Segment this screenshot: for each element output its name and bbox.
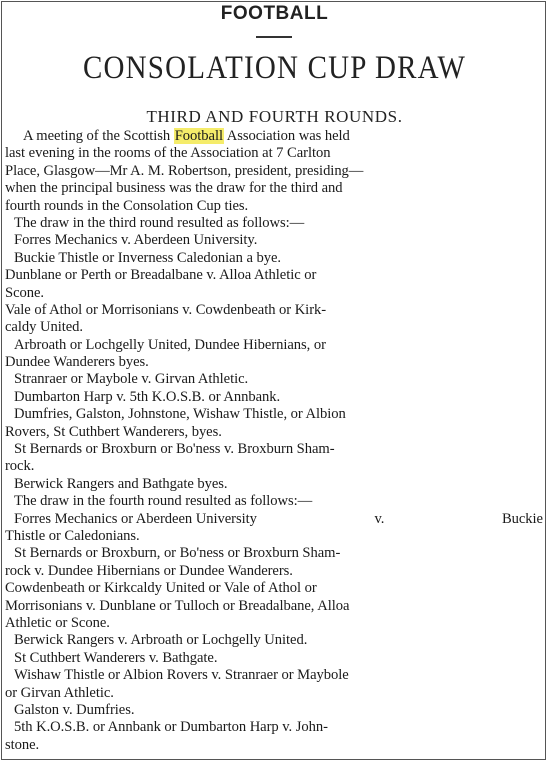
article-line: Athletic or Scone. bbox=[5, 614, 110, 631]
article-line: The draw in the third round resulted as follows:— bbox=[14, 214, 305, 231]
article-line: Dundee Wanderers byes. bbox=[5, 354, 149, 371]
article-line: stone. bbox=[5, 736, 40, 753]
article-line: fourth rounds in the Consolation Cup ties. bbox=[5, 197, 249, 214]
article-line: Rovers, St Cuthbert Wanderers, byes. bbox=[5, 423, 222, 440]
article-line: Arbroath or Lochgelly United, Dundee Hibernians, or bbox=[14, 336, 326, 353]
article-line: when the principal business was the draw for the third and bbox=[5, 180, 343, 197]
article-line: Dunblane or Perth or Breadalbane v. Alloa Athletic or bbox=[5, 267, 317, 284]
heading-rule bbox=[256, 36, 292, 38]
article-line: Dumbarton Harp v. 5th K.O.S.B. or Annbank. bbox=[14, 388, 281, 405]
headline: CONSOLATION CUP DRAW bbox=[82, 50, 467, 86]
article-line: rock. bbox=[5, 458, 35, 475]
article-line: Wishaw Thistle or Albion Rovers v. Stranraer or Maybole bbox=[14, 667, 349, 684]
search-highlight: Football bbox=[174, 128, 223, 144]
article-line: Forres Mechanics or Aberdeen University v. Buckie bbox=[14, 510, 543, 527]
article-line: rock v. Dundee Hibernians or Dundee Wanderers. bbox=[5, 562, 293, 579]
article-line: Dumfries, Galston, Johnstone, Wishaw Thistle, or Albion bbox=[14, 406, 346, 423]
article-line: or Girvan Athletic. bbox=[5, 684, 114, 701]
article-line: St Cuthbert Wanderers v. Bathgate. bbox=[14, 649, 218, 666]
article-line: The draw in the fourth round resulted as follows:— bbox=[14, 493, 313, 510]
article-line: A meeting of the Scottish Football Association was held bbox=[23, 128, 350, 144]
article-line: Place, Glasgow—Mr A. M. Robertson, president, presiding— bbox=[5, 162, 364, 179]
article-line: St Bernards or Broxburn or Bo'ness v. Broxburn Sham- bbox=[14, 441, 335, 458]
article-line: Morrisonians v. Dunblane or Tulloch or Breadalbane, Alloa bbox=[5, 597, 350, 614]
article-line: Berwick Rangers and Bathgate byes. bbox=[14, 475, 228, 492]
article-line: Buckie Thistle or Inverness Caledonian a bye. bbox=[14, 249, 281, 266]
article-line: Berwick Rangers v. Arbroath or Lochgelly United. bbox=[14, 632, 308, 649]
article-line: St Bernards or Broxburn, or Bo'ness or Broxburn Sham- bbox=[14, 545, 341, 562]
article-line: Thistle or Caledonians. bbox=[5, 527, 140, 544]
article-line: last evening in the rooms of the Association at 7 Carlton bbox=[5, 145, 331, 162]
article-line: 5th K.O.S.B. or Annbank or Dumbarton Harp v. John- bbox=[14, 719, 328, 736]
article-line: Galston v. Dumfries. bbox=[14, 701, 135, 718]
article-line: Scone. bbox=[5, 284, 45, 301]
article-line: Forres Mechanics v. Aberdeen University. bbox=[14, 232, 258, 249]
article-body bbox=[5, 128, 543, 754]
section-heading: FOOTBALL bbox=[220, 3, 329, 24]
subheading: THIRD AND FOURTH ROUNDS. bbox=[146, 107, 403, 126]
article-line: Stranraer or Maybole v. Girvan Athletic. bbox=[14, 371, 249, 388]
article-line: Vale of Athol or Morrisonians v. Cowdenbeath or Kirk- bbox=[5, 301, 327, 318]
article-line: caldy United. bbox=[5, 319, 83, 336]
article-line: Cowdenbeath or Kirkcaldy United or Vale of Athol or bbox=[5, 580, 317, 597]
